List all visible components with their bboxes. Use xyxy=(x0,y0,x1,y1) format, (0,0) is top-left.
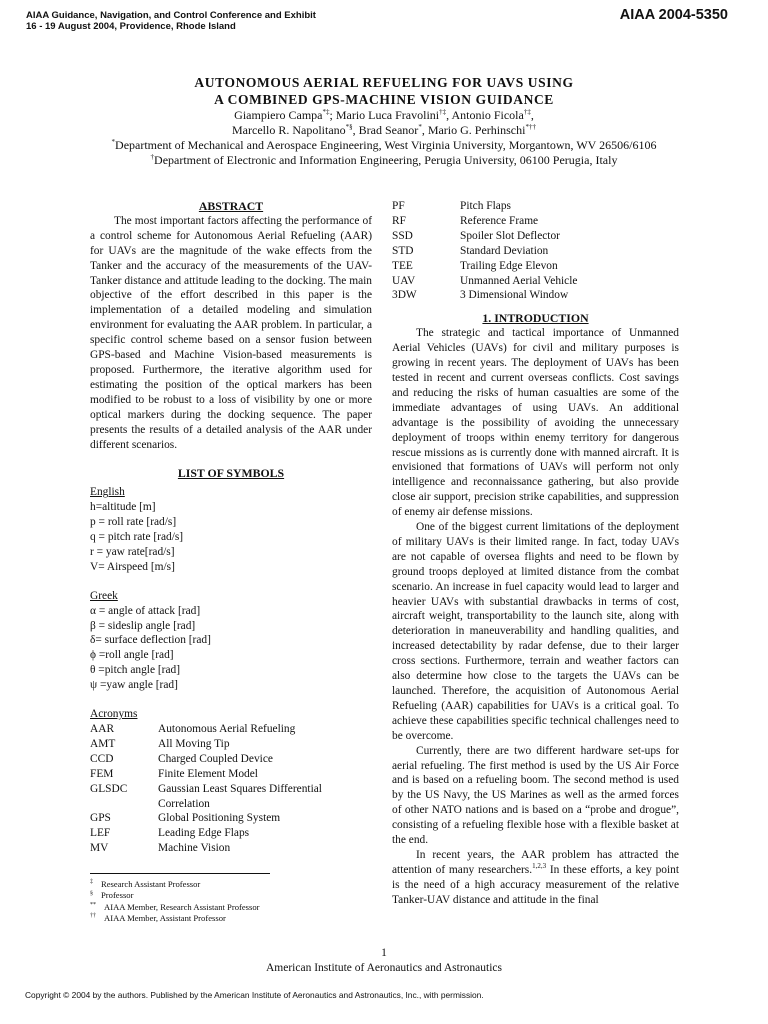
acronym-row xyxy=(392,244,679,259)
author-name: Brad Seanor xyxy=(358,123,419,137)
copyright-notice: Copyright © 2004 by the authors. Published by the American Institute of Aeronautics and Astronautics, Inc., with permission. xyxy=(25,990,484,1000)
acronym-definition: Unmanned Aerial Vehicle xyxy=(460,274,578,287)
acronym-row xyxy=(90,841,372,856)
footnote-text: AIAA Member, Research Assistant Professor xyxy=(104,901,260,912)
affiliation-mark: † xyxy=(150,153,155,161)
acronym-definition: All Moving Tip xyxy=(158,737,230,750)
acronym-row xyxy=(392,274,679,289)
symbol-entry: β = sideslip angle [rad] xyxy=(90,619,196,632)
footnote-text: Professor xyxy=(101,890,134,901)
footnote-mark: †† xyxy=(90,912,96,919)
acronym-definition: Reference Frame xyxy=(460,214,539,227)
affiliation-2 xyxy=(0,153,768,168)
acronym-abbr: AMT xyxy=(90,737,116,750)
symbol-entry: ψ =yaw angle [rad] xyxy=(90,679,178,692)
footnote-mark: ** xyxy=(90,901,96,908)
intro-paragraph-3: Currently, there are two different hardware set-ups for aerial refueling. The first method is used by the US Air Force and is based on a refueling boom. The second method is used by the US Navy, the US Marines as well as the armed forces of other NATO nations and is based on a “probe and drogue”, consisting of a refueling flexible hose with a flexible basket at the end. xyxy=(392,744,679,847)
conference-name: AIAA Guidance, Navigation, and Control Conference and Exhibit xyxy=(26,10,316,21)
acronym-abbr: AAR xyxy=(90,723,115,735)
symbol-entry: V= Airspeed [m/s] xyxy=(90,560,175,573)
symbol-entry: δ= surface deflection [rad] xyxy=(90,634,211,647)
acronym-row xyxy=(90,767,372,782)
symbol-entry: p = roll rate [rad/s] xyxy=(90,516,177,529)
footnote-mark: ‡ xyxy=(90,879,93,886)
author-mark: * xyxy=(418,123,422,131)
paper-title-line-1: AUTONOMOUS AERIAL REFUELING FOR UAVS USING xyxy=(194,75,574,90)
acronym-definition: Finite Element Model xyxy=(158,767,258,780)
acronym-abbr: FEM xyxy=(90,767,114,780)
english-label: English xyxy=(90,486,125,499)
acronym-definition: Gaussian Least Squares Differential Correlation xyxy=(158,782,322,810)
symbol-entry: r = yaw rate[rad/s] xyxy=(90,545,175,558)
footnote xyxy=(90,879,372,890)
acronym-abbr: UAV xyxy=(392,274,416,287)
acronym-row xyxy=(392,229,679,244)
abstract-text: The most important factors affecting the performance of a control scheme for Autonomous Aerial Refueling (AAR) for UAVs are the magnitude of the wake effects from the Tanker and the accuracy of the measurements of the UAV-Tanker distance and attitude leading to the docking. The main objective of the effort described in this paper is the implementation of a detailed modeling and simulation environment for evaluating the AAR problem. In particular, a specific control scheme based on a sensor fusion between GPS-based and Machine Vision-based measurements is proposed. Furthermore, the iterative algorithm used for estimating the position of the optical markers has been modified to be robust to a loss of visibility by one or more optical markers during the docking sequence. The paper presents the results of a detailed analysis of the AAR under different scenarios. xyxy=(90,214,372,451)
author-name: Antonio Ficola xyxy=(451,108,524,122)
author-name: Giampiero Campa xyxy=(234,108,323,122)
footnote xyxy=(90,902,372,913)
acronym-row xyxy=(90,782,372,812)
acronym-row xyxy=(90,752,372,767)
acronym-abbr: CCD xyxy=(90,752,114,765)
acronym-definition: Pitch Flaps xyxy=(460,200,511,212)
paper-title-line-2: A COMBINED GPS-MACHINE VISION GUIDANCE xyxy=(214,92,554,107)
footnote xyxy=(90,913,372,924)
acronym-definition: Autonomous Aerial Refueling xyxy=(158,723,296,735)
acronym-definition: Standard Deviation xyxy=(460,244,549,257)
acronym-abbr: TEE xyxy=(392,259,413,272)
footnote-rule xyxy=(90,873,270,874)
author-mark: *§ xyxy=(345,123,353,131)
symbol-entry: q = pitch rate [rad/s] xyxy=(90,531,184,544)
english-symbol-list xyxy=(90,500,372,575)
acronym-definition: 3 Dimensional Window xyxy=(460,289,569,302)
acronym-abbr: MV xyxy=(90,842,109,855)
acronym-list-continued xyxy=(392,199,679,303)
acronym-row xyxy=(392,259,679,274)
acronyms-label: Acronyms xyxy=(90,708,138,721)
intro-paragraph-2: One of the biggest current limitations of the deployment of military UAVs is their limited range. In fact, today UAVs are not capable of oversea flights and need to be flown by ground troops deployed at limited distance from the combat scenario. An increase in fuel capacity would lead to larger and heavier UAVs with substantial drawbacks in terms of cost, aircraft weight, transportability to the launch site, along with deterioration in maneuverability and handling qualities, and increased detectability by radar defense, due to their larger cross sections. Furthermore, terrain and weather factors can also determine how close to the targets the UAVs can be launched. Therefore, the acquisition of Autonomous Aerial Refueling (AAR) capabilities for UAVs is a critical goal. To achieve these capabilities specific technical challenges need to be overcome. xyxy=(392,521,679,742)
acronym-row xyxy=(392,288,679,303)
symbol-entry: α = angle of attack [rad] xyxy=(90,604,201,617)
conference-date-location: 16 - 19 August 2004, Providence, Rhode Island xyxy=(26,21,236,32)
acronym-abbr: STD xyxy=(392,244,414,257)
title-block xyxy=(0,74,768,168)
acronym-row xyxy=(90,811,372,826)
symbol-entry: θ =pitch angle [rad] xyxy=(90,664,180,677)
left-column xyxy=(90,199,372,924)
acronym-abbr: LEF xyxy=(90,827,111,840)
introduction-heading: 1. INTRODUCTION xyxy=(482,311,589,326)
author-name: Mario Luca Fravolini xyxy=(335,108,440,122)
author-name: Mario G. Perhinschi xyxy=(427,123,526,137)
acronym-definition: Charged Coupled Device xyxy=(158,752,273,765)
footnotes xyxy=(90,879,372,924)
paper-id: AIAA 2004-5350 xyxy=(619,7,728,23)
citation: 1,2,3 xyxy=(532,862,547,871)
author-mark: *†† xyxy=(525,123,536,131)
symbols-heading: LIST OF SYMBOLS xyxy=(177,466,285,481)
page-number: 1 xyxy=(381,947,387,959)
acronym-abbr: SSD xyxy=(392,229,413,242)
symbol-entry: h=altitude [m] xyxy=(90,501,156,514)
symbol-entry: ϕ =roll angle [rad] xyxy=(90,649,174,662)
affiliation-text: Department of Electronic and Information Engineering, Perugia University, 06100 Perugia, Italy xyxy=(154,153,618,167)
acronym-list xyxy=(90,722,372,856)
affiliation-mark: * xyxy=(111,138,116,146)
intro-text: In these efforts, a key point is the need of a high accuracy measurement of the relative Tanker-UAV distance and attitude in the final xyxy=(392,863,679,906)
acronym-abbr: GPS xyxy=(90,812,111,825)
right-column xyxy=(392,199,679,908)
affiliation-text: Department of Mechanical and Aerospace Engineering, West Virginia University, Morgantown, WV 26506/6106 xyxy=(115,138,657,152)
acronym-definition: Spoiler Slot Deflector xyxy=(460,229,560,242)
footnote xyxy=(90,890,372,901)
acronym-definition: Leading Edge Flaps xyxy=(158,827,250,840)
author-name: Marcello R. Napolitano xyxy=(232,123,346,137)
acronym-abbr: GLSDC xyxy=(90,782,128,795)
acronym-row xyxy=(90,737,372,752)
footnote-mark: § xyxy=(90,890,93,897)
intro-text: In recent years, the AAR problem has attracted the attention of many researchers. xyxy=(392,848,679,876)
author-mark: †‡ xyxy=(439,108,447,116)
acronym-abbr: PF xyxy=(392,200,405,212)
acronym-definition: Machine Vision xyxy=(158,842,231,855)
footer-organization: American Institute of Aeronautics and Astronautics xyxy=(265,962,502,974)
author-mark: *‡ xyxy=(322,108,330,116)
acronym-row xyxy=(392,214,679,229)
footnote-text: Research Assistant Professor xyxy=(101,879,201,890)
greek-label: Greek xyxy=(90,589,118,602)
acronym-row xyxy=(392,199,679,214)
affiliation-1 xyxy=(0,138,768,153)
acronym-abbr: 3DW xyxy=(392,289,417,302)
greek-symbol-list xyxy=(90,604,372,693)
acronym-definition: Global Positioning System xyxy=(158,812,281,825)
acronym-definition: Trailing Edge Elevon xyxy=(460,259,558,272)
acronym-abbr: RF xyxy=(392,214,406,227)
conference-header xyxy=(26,10,316,32)
abstract-heading: ABSTRACT xyxy=(198,199,264,213)
acronym-row xyxy=(90,826,372,841)
author-mark: †‡ xyxy=(523,108,531,116)
intro-paragraph-1: The strategic and tactical importance of Unmanned Aerial Vehicles (UAVs) for civil and military purposes is growing in recent years. The deployment of UAVs has been tested in recent and current overseas conflicts. Cost savings and reducing the risks of human casualties are some of the immediate advantages of using UAVs. An additional advantage is the possibility of avoiding the unnecessary deployment of troops within enemy territory for dangerous rescue missions as is currently done with manned aircraft. It is envisioned that formations of UAVs will perform not only intelligence and reconnaissance gathering, but also provide close air support, precision strike capabilities, and suppression of enemy air defense missions. xyxy=(392,327,679,519)
intro-paragraph-4 xyxy=(392,848,679,908)
acronym-row xyxy=(90,722,372,737)
author-line-1: Giampiero Campa*‡; Mario Luca Fravolini†‡, Antonio Ficola†‡, xyxy=(234,108,534,122)
author-line-2: Marcello R. Napolitano*§, Brad Seanor*, Mario G. Perhinschi*†† xyxy=(232,123,536,137)
footnote-text: AIAA Member, Assistant Professor xyxy=(104,912,226,923)
